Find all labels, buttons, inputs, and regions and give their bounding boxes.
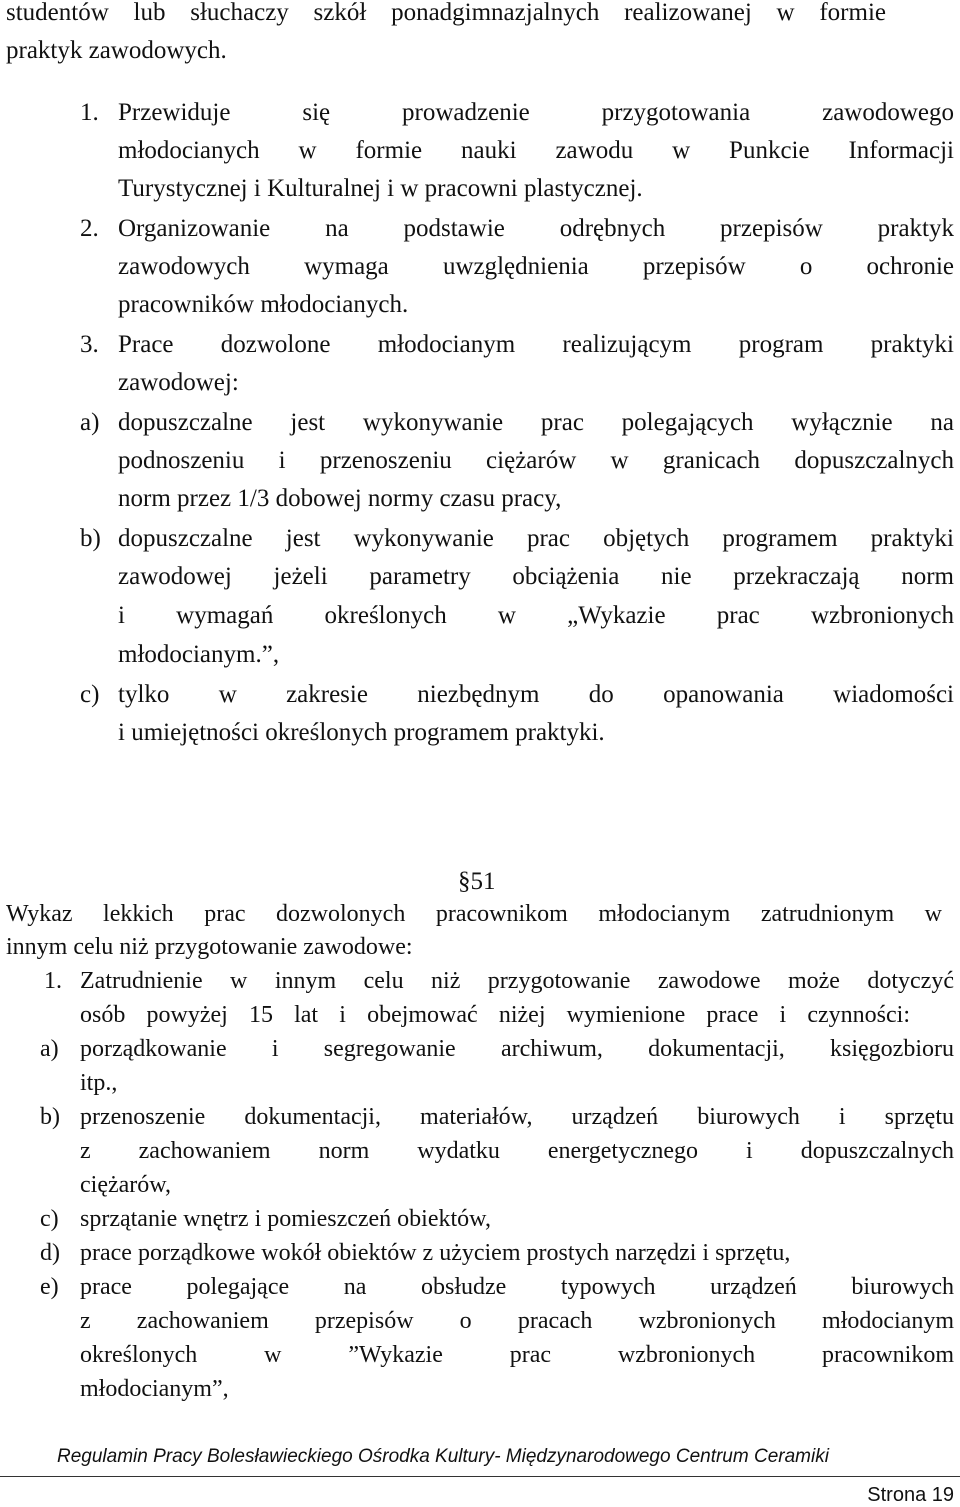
item-number: 3. <box>80 331 99 358</box>
subitem-line: dopuszczalne jest wykonywanie prac polegających wyłącznie na <box>118 409 954 436</box>
subitem-line: prace polegające na obsłudze typowych urządzeń biurowych <box>80 1274 954 1300</box>
item-number: 1. <box>44 968 62 994</box>
subitem-line: itp., <box>80 1070 118 1096</box>
item-line: Przewiduje się prowadzenie przygotowania zawodowego <box>118 99 954 126</box>
subitem-line: z zachowaniem przepisów o pracach wzbronionych młodocianym <box>80 1308 954 1334</box>
subitem-line: zawodowej jeżeli parametry obciążenia nie przekraczają norm <box>118 563 954 590</box>
intro-line-2: praktyk zawodowych. <box>6 37 227 64</box>
subitem-letter: a) <box>40 1036 59 1062</box>
item-number: 2. <box>80 215 99 242</box>
subitem-line: i wymagań określonych w „Wykazie prac wzbronionych <box>118 602 954 629</box>
item-line: Prace dozwolone młodocianym realizującym program praktyki <box>118 331 954 358</box>
subitem-letter: c) <box>40 1206 59 1232</box>
subitem-line: sprzątanie wnętrz i pomieszczeń obiektów, <box>80 1206 491 1232</box>
subitem-line: tylko w zakresie niezbędnym do opanowania wiadomości <box>118 681 954 708</box>
subitem-line: z zachowaniem norm wydatku energetycznego i dopuszczalnych <box>80 1138 954 1164</box>
item-line: zawodowych wymaga uwzględnienia przepisów o ochronie <box>118 253 954 280</box>
footer-divider <box>0 1476 960 1477</box>
subitem-letter: e) <box>40 1274 59 1300</box>
subitem-line: określonych w ”Wykazie prac wzbronionych pracownikom <box>80 1342 954 1368</box>
subitem-line: przenoszenie dokumentacji, materiałów, urządzeń biurowych i sprzętu <box>80 1104 954 1130</box>
subitem-line: młodocianym”, <box>80 1376 229 1402</box>
section-title-line-1: Wykaz lekkich prac dozwolonych pracownikom młodocianym zatrudnionym w <box>6 901 942 927</box>
section-heading: §51 <box>458 868 496 895</box>
item-line: Turystycznej i Kulturalnej i w pracowni plastycznej. <box>118 175 643 202</box>
item-line: młodocianych w formie nauki zawodu w Punkcie Informacji <box>118 137 954 164</box>
subitem-line: porządkowanie i segregowanie archiwum, dokumentacji, księgozbioru <box>80 1036 954 1062</box>
subitem-line: i umiejętności określonych programem praktyki. <box>118 719 605 746</box>
item-line: Zatrudnienie w innym celu niż przygotowanie zawodowe może dotyczyć <box>80 968 954 994</box>
subitem-letter: a) <box>80 409 100 436</box>
subitem-letter: c) <box>80 681 100 708</box>
subitem-line: norm przez 1/3 dobowej normy czasu pracy, <box>118 485 562 512</box>
section-title-line-2: innym celu niż przygotowanie zawodowe: <box>6 934 413 960</box>
subitem-line: ciężarów, <box>80 1172 172 1198</box>
item-line: pracowników młodocianych. <box>118 291 409 318</box>
subitem-line: młodocianym.”, <box>118 641 280 668</box>
subitem-line: podnoszeniu i przenoszeniu ciężarów w granicach dopuszczalnych <box>118 447 954 474</box>
intro-line-1: studentów lub słuchaczy szkół ponadgimnazjalnych realizowanej w formie <box>6 0 886 26</box>
item-number: 1. <box>80 99 99 126</box>
item-line: osób powyżej 15 lat i obejmować niżej wymienione prace i czynności: <box>80 1002 910 1028</box>
subitem-letter: b) <box>80 525 101 552</box>
item-line: Organizowanie na podstawie odrębnych przepisów praktyk <box>118 215 954 242</box>
subitem-letter: b) <box>40 1104 60 1130</box>
page-number: Strona 19 <box>867 1484 954 1506</box>
footer-text: Regulamin Pracy Bolesławieckiego Ośrodka Kultury- Międzynarodowego Centrum Ceramiki <box>57 1446 829 1467</box>
subitem-line: prace porządkowe wokół obiektów z użyciem prostych narzędzi i sprzętu, <box>80 1240 791 1266</box>
subitem-letter: d) <box>40 1240 60 1266</box>
item-line: zawodowej: <box>118 369 239 396</box>
subitem-line: dopuszczalne jest wykonywanie prac objętych programem praktyki <box>118 525 954 552</box>
